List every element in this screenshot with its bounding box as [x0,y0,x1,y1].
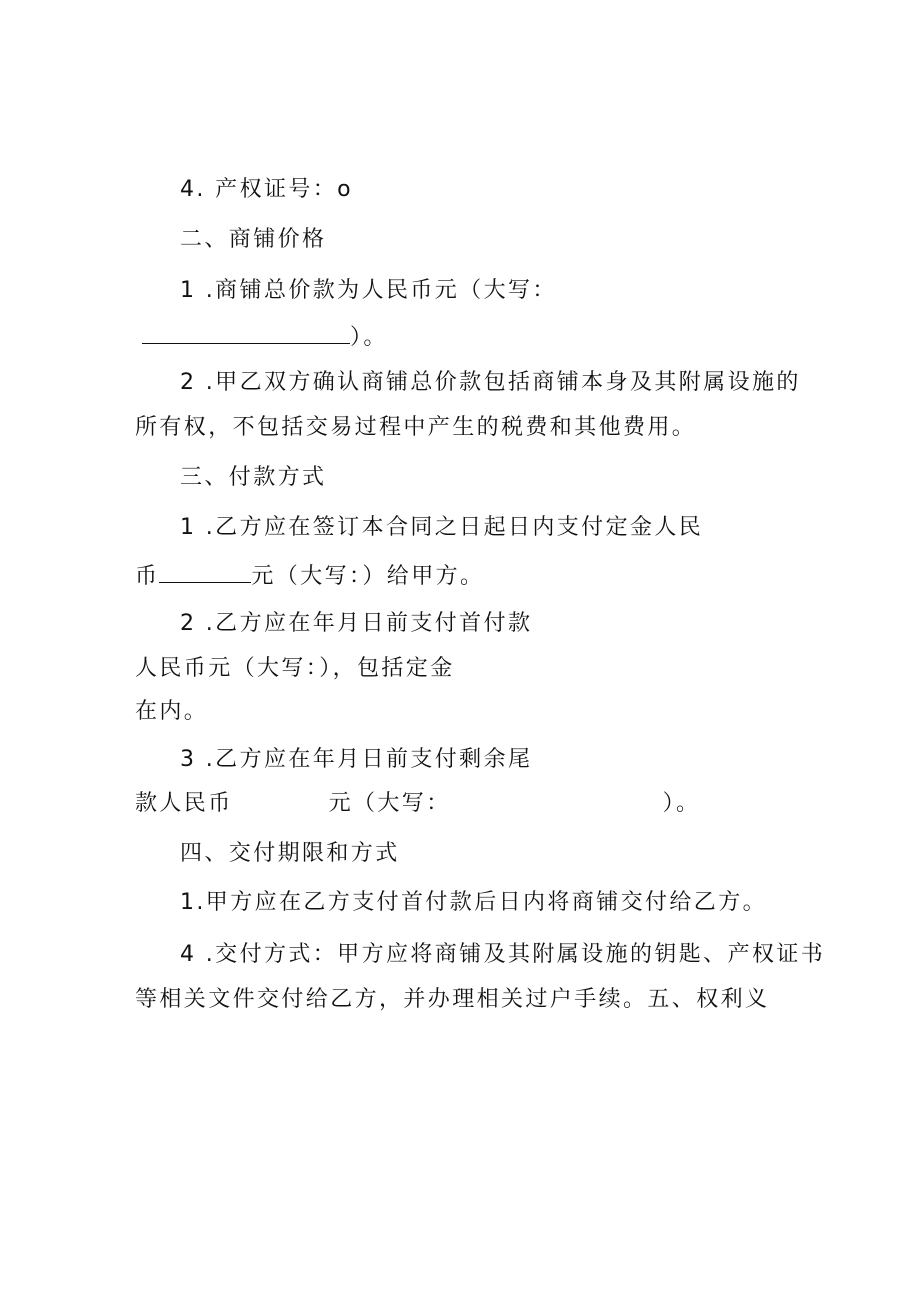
blank-amount-uppercase [142,321,350,344]
section-heading-payment: 三、付款方式 [180,465,327,490]
payment-item-2-line-2: 人民币元（大写：），包括定金 [135,656,455,681]
payment-item-3-middle: 元（大写： [328,791,451,816]
property-cert-number: 4. 产权证号：o [180,177,354,202]
section-heading-price: 二、商铺价格 [180,227,327,252]
price-item-1-line-1: 1 .商铺总价款为人民币元（大写： [180,278,557,303]
payment-item-2-line-1: 2 .乙方应在年月日前支付首付款 [180,611,533,636]
price-item-1-line-2 [142,321,388,353]
payment-item-3-line-1: 3 .乙方应在年月日前支付剩余尾 [180,747,533,772]
delivery-item-4-line-2: 等相关文件交付给乙方，并办理相关过户手续。五、权利义 [135,987,770,1012]
delivery-item-4-line-1: 4 .交付方式：甲方应将商铺及其附属设施的钥匙、产权证书 [180,942,826,967]
payment-item-3-line-2 [135,789,700,819]
payment-item-1-tail: 元（大写：）给甲方。 [251,564,485,589]
payment-item-1-line-1: 1 .乙方应在签订本合同之日起日内支付定金人民 [180,515,704,540]
payment-item-1-line-2 [135,560,484,592]
delivery-item-1: 1.甲方应在乙方支付首付款后日内将商铺交付给乙方。 [180,890,767,915]
payment-item-2-line-3: 在内。 [135,699,209,724]
blank-deposit-amount [159,560,251,583]
price-item-1-close: ）。 [350,325,388,350]
payment-item-3-prefix: 款人民币 [135,791,233,816]
price-item-2-line-2: 所有权，不包括交易过程中产生的税费和其他费用。 [135,415,697,440]
payment-item-1-currency: 币 [135,564,160,589]
payment-item-3-close: ）。 [662,791,701,816]
section-heading-delivery: 四、交付期限和方式 [180,841,400,866]
price-item-2-line-1: 2 .甲乙双方确认商铺总价款包括商铺本身及其附属设施的 [180,370,801,395]
